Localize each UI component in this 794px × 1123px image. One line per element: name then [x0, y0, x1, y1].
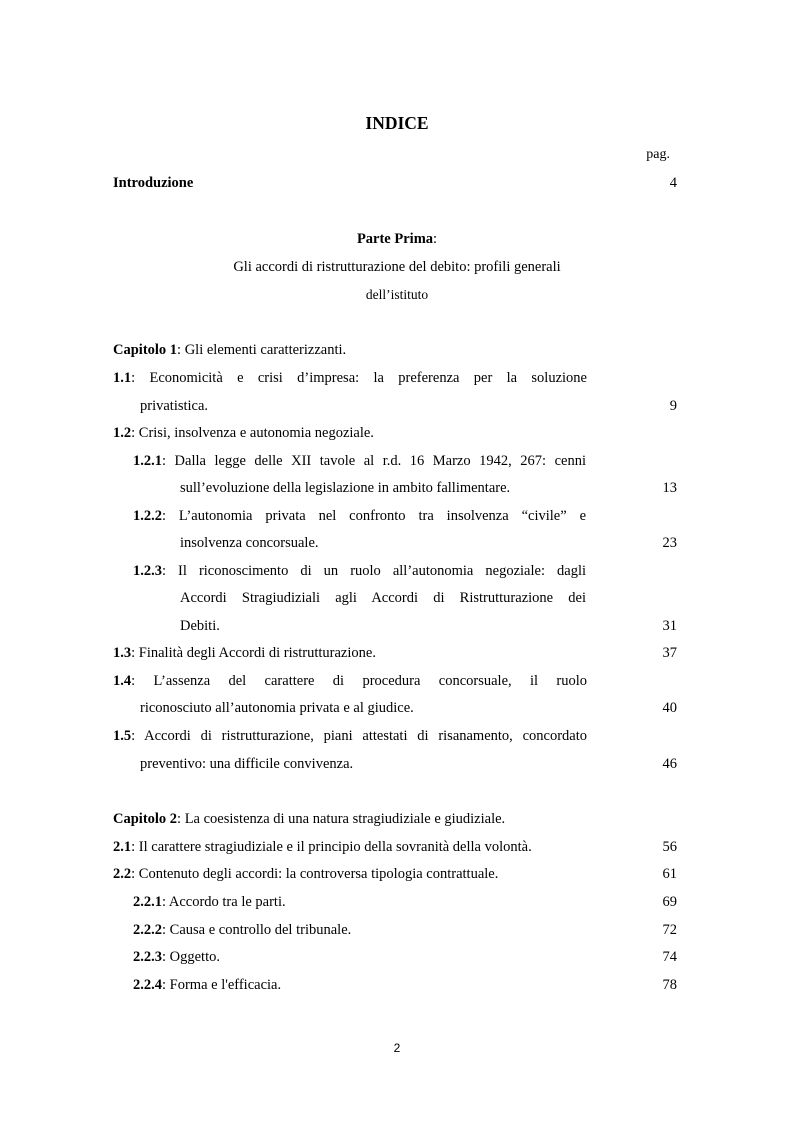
- entry-text: Debiti.: [180, 618, 220, 634]
- entry-text: : Crisi, insolvenza e autonomia negoziale.: [131, 425, 374, 441]
- part-subtitle-line2: dell’istituto: [365, 287, 429, 302]
- page-number: 2: [393, 1041, 401, 1055]
- entry-number: 2.2.3: [133, 949, 162, 965]
- entry-number: 2.2.1: [133, 894, 162, 910]
- entry-text: privatistica.: [140, 398, 209, 414]
- toc-entry-page: 46: [662, 756, 677, 772]
- part-heading-colon: :: [433, 231, 438, 247]
- toc-entry-page: 40: [662, 700, 677, 716]
- toc-entry-page: 9: [669, 398, 677, 414]
- toc-entry-page: 4: [669, 175, 677, 191]
- entry-text: : Accordo tra le parti.: [162, 894, 286, 910]
- entry-number: 2.2.4: [133, 977, 162, 993]
- entry-text: insolvenza concorsuale.: [180, 535, 319, 551]
- toc-entry-page: 72: [662, 922, 677, 938]
- entry-text: : Il riconoscimento di un ruolo all’autonomia negoziale: dagli: [162, 563, 586, 579]
- toc-entry-page: 61: [662, 866, 677, 882]
- entry-number: 1.1: [113, 370, 132, 386]
- part-subtitle-line1: Gli accordi di ristrutturazione del debito: profili generali: [233, 259, 561, 275]
- entry-number: 1.4: [113, 673, 132, 689]
- entry-text: : L’assenza del carattere di procedura concorsuale, il ruolo: [131, 673, 587, 689]
- chapter-title: : Gli elementi caratterizzanti.: [177, 342, 347, 358]
- entry-text: : Forma e l'efficacia.: [162, 977, 282, 993]
- entry-text: : Oggetto.: [162, 949, 220, 965]
- toc-entry-page: 23: [662, 535, 677, 551]
- entry-text: : Accordi di ristrutturazione, piani attestati di risanamento, concordato: [131, 728, 587, 744]
- part-heading: [0, 229, 794, 249]
- entry-number: 1.2.2: [133, 508, 162, 524]
- entry-text: : Finalità degli Accordi di ristrutturazione.: [131, 645, 376, 661]
- chapter-label: Capitolo 2: [113, 811, 178, 827]
- entry-text: : L’autonomia privata nel confronto tra insolvenza “civile” e: [162, 508, 586, 524]
- part-heading-label: Parte Prima: [356, 231, 434, 247]
- toc-entry-page: 37: [662, 645, 677, 661]
- entry-number: 2.2.2: [133, 922, 162, 938]
- entry-number: 1.2: [113, 425, 132, 441]
- toc-entry-label: Introduzione: [113, 175, 194, 191]
- index-title: INDICE: [365, 113, 429, 133]
- entry-number: 2.2: [113, 866, 132, 882]
- entry-text: preventivo: una difficile convivenza.: [140, 756, 354, 772]
- toc-entry-page: 74: [662, 949, 677, 965]
- entry-text: sull’evoluzione della legislazione in ambito fallimentare.: [180, 480, 511, 496]
- chapter-label: Capitolo 1: [113, 342, 178, 358]
- toc-entry-page: 56: [662, 839, 677, 855]
- entry-text: : Causa e controllo del tribunale.: [162, 922, 352, 938]
- entry-text: riconosciuto all’autonomia privata e al giudice.: [140, 700, 414, 716]
- toc-entry-page: 31: [662, 618, 677, 634]
- entry-text: : Economicità e crisi d’impresa: la preferenza per la soluzione: [131, 370, 587, 386]
- toc-entry-page: 69: [662, 894, 677, 910]
- entry-number: 2.1: [113, 839, 132, 855]
- entry-number: 1.3: [113, 645, 132, 661]
- entry-number: 1.2.1: [133, 453, 162, 469]
- toc-entry-page: 13: [662, 480, 677, 496]
- entry-text: : Dalla legge delle XII tavole al r.d. 16 Marzo 1942, 267: cenni: [162, 453, 586, 469]
- entry-text: Accordi Stragiudiziali agli Accordi di Ristrutturazione dei: [180, 590, 586, 606]
- entry-text: : Il carattere stragiudiziale e il principio della sovranità della volontà.: [131, 839, 532, 855]
- chapter-title: : La coesistenza di una natura stragiudiziale e giudiziale.: [177, 811, 506, 827]
- entry-number: 1.5: [113, 728, 132, 744]
- page-column-label: pag.: [646, 147, 670, 162]
- entry-number: 1.2.3: [133, 563, 162, 579]
- toc-entry-page: 78: [662, 977, 677, 993]
- entry-text: : Contenuto degli accordi: la controversa tipologia contrattuale.: [131, 866, 499, 882]
